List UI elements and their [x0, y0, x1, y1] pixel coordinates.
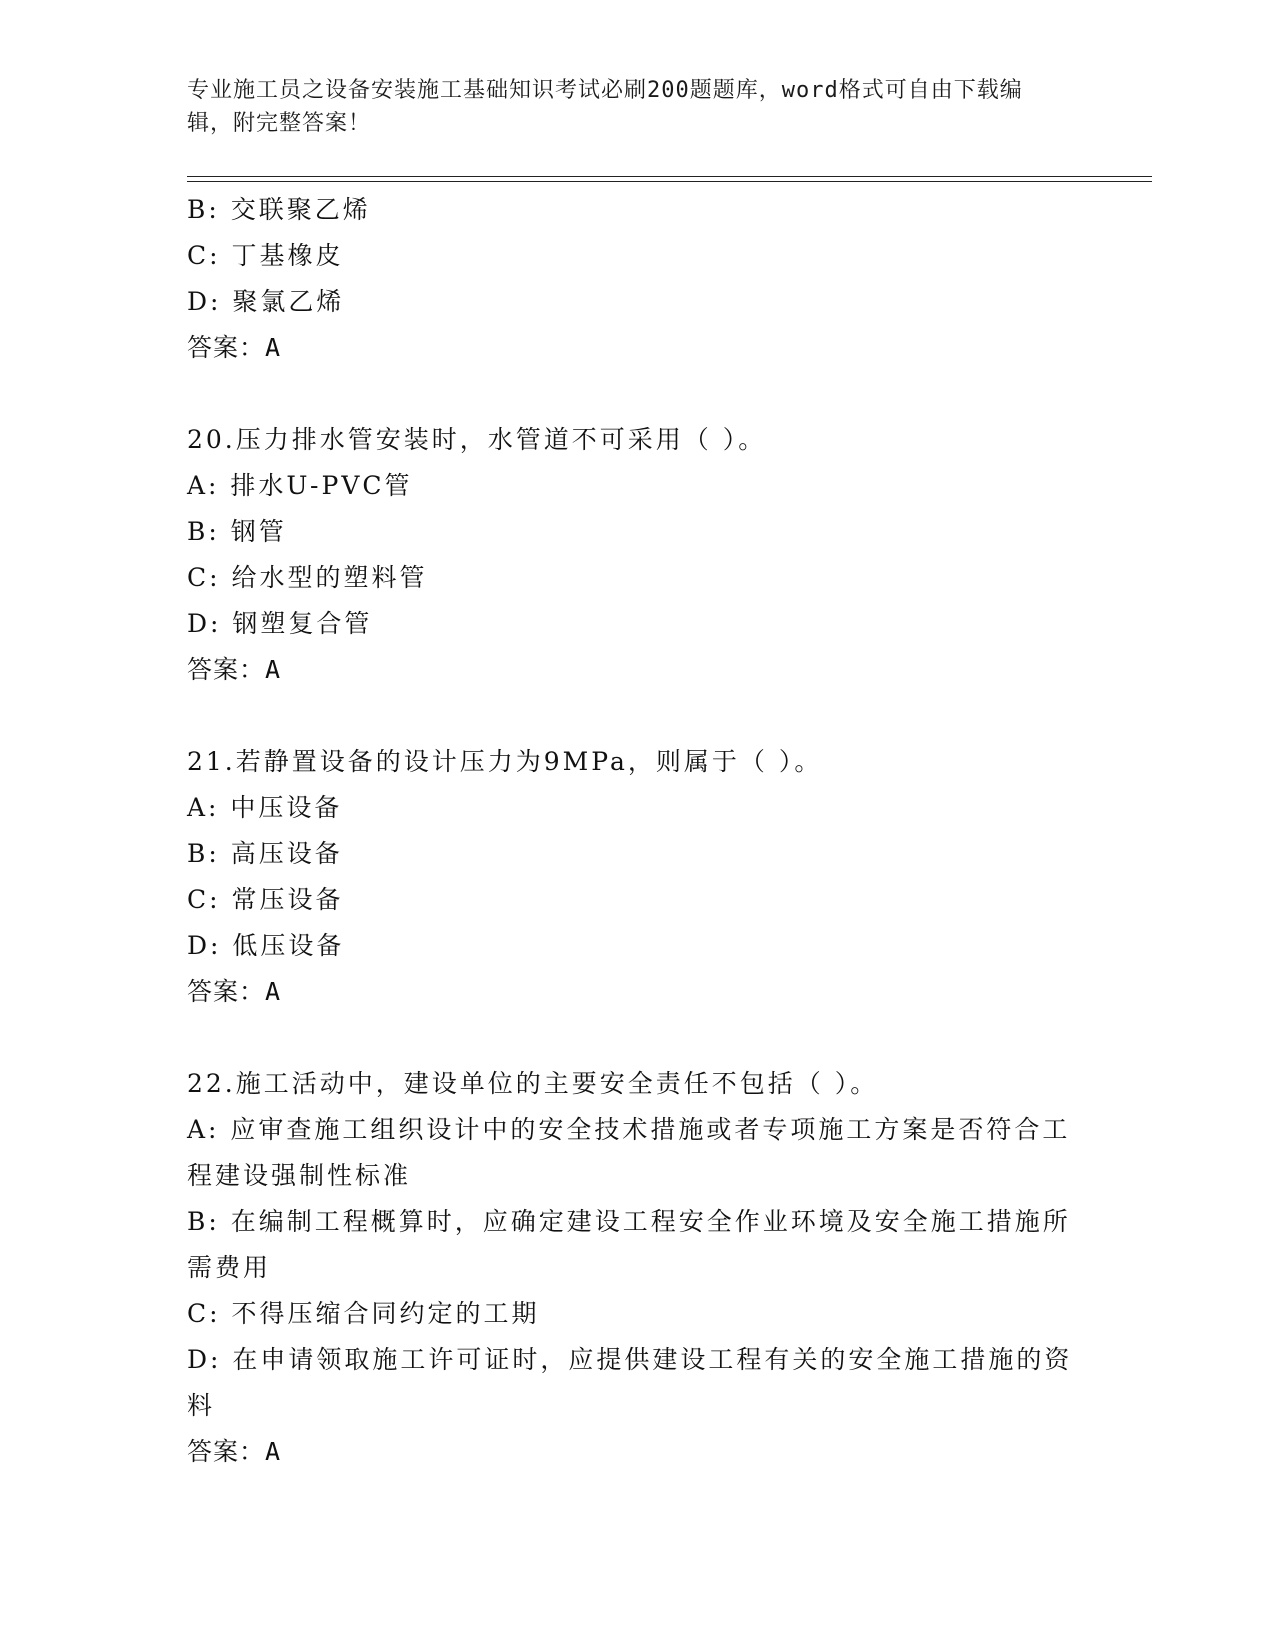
option-c: C: 不得压缩合同约定的工期	[187, 1299, 540, 1328]
question-stem: 20.压力排水管安装时，水管道不可采用（ ）。	[187, 425, 767, 454]
question-20	[187, 417, 1077, 693]
option-a: A: 中压设备	[187, 793, 343, 822]
answer-line: 答案：A	[187, 655, 282, 684]
header-divider-bottom	[187, 181, 1152, 182]
option-d: D: 钢塑复合管	[187, 609, 373, 638]
option-a: A: 应审查施工组织设计中的安全技术措施或者专项施工方案是否符合工程建设强制性标准	[187, 1115, 1071, 1190]
option-c: C: 给水型的塑料管	[187, 563, 428, 592]
question-22	[187, 1061, 1077, 1475]
option-b: B: 钢管	[187, 517, 287, 546]
option-a: A: 排水U-PVC管	[187, 471, 413, 500]
question-19-continued	[187, 187, 1077, 371]
option-d: D: 聚氯乙烯	[187, 287, 345, 316]
header-divider-top	[187, 176, 1152, 177]
option-b: B: 在编制工程概算时，应确定建设工程安全作业环境及安全施工措施所需费用	[187, 1207, 1071, 1282]
option-b: B: 交联聚乙烯	[187, 195, 371, 224]
option-c: C: 丁基橡皮	[187, 241, 344, 270]
document-header: 专业施工员之设备安装施工基础知识考试必刷200题题库，word格式可自由下载编辑，附完整答案！	[187, 78, 1023, 136]
question-list	[187, 187, 1077, 1521]
option-d: D: 在申请领取施工许可证时，应提供建设工程有关的安全施工措施的资料	[187, 1345, 1073, 1420]
answer-line: 答案：A	[187, 333, 282, 362]
option-b: B: 高压设备	[187, 839, 343, 868]
option-c: C: 常压设备	[187, 885, 344, 914]
question-stem: 21.若静置设备的设计压力为9MPa，则属于（ ）。	[187, 747, 823, 776]
answer-line: 答案：A	[187, 977, 282, 1006]
question-21	[187, 739, 1077, 1015]
question-stem: 22.施工活动中，建设单位的主要安全责任不包括（ ）。	[187, 1069, 879, 1098]
option-d: D: 低压设备	[187, 931, 345, 960]
answer-line: 答案：A	[187, 1437, 282, 1466]
